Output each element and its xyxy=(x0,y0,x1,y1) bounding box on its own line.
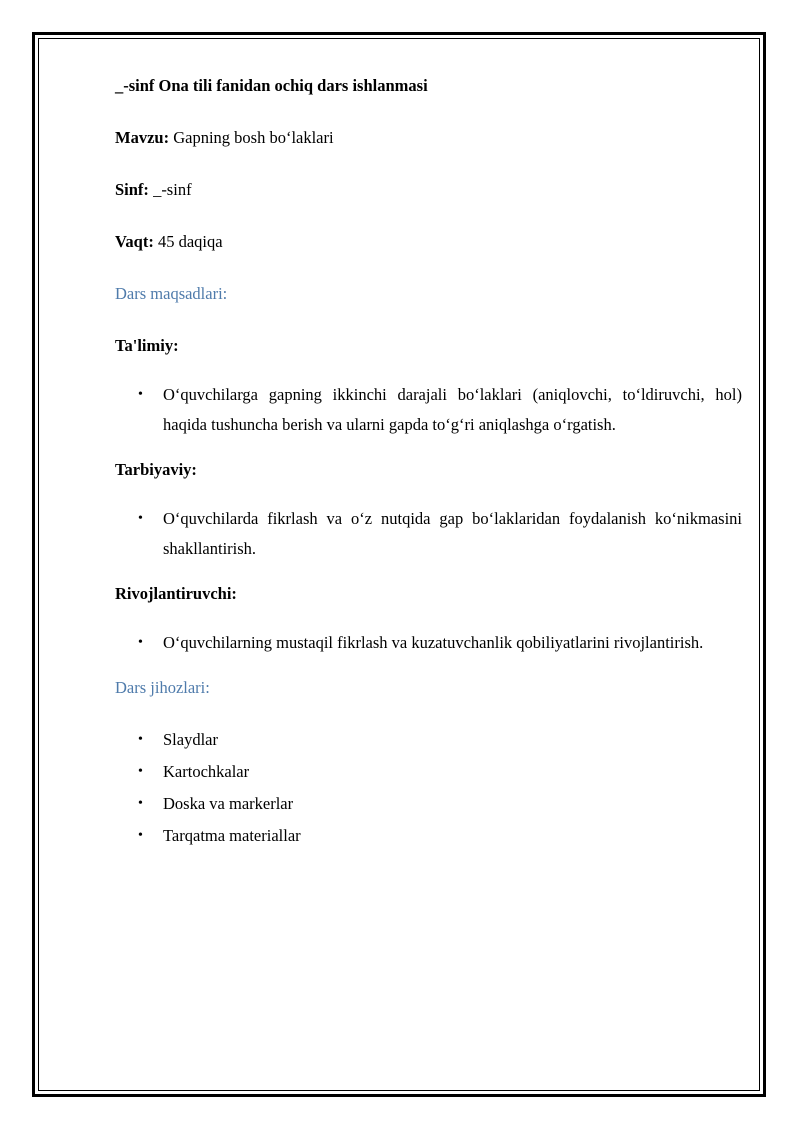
mavzu-label: Mavzu: xyxy=(115,128,170,147)
list-item: • Slaydlar xyxy=(115,728,742,752)
rivoj-label: Rivojlantiruvchi: xyxy=(115,584,237,603)
sinf-value: _-sinf xyxy=(148,180,192,199)
talimiy-text: O‘quvchilarga gapning ikkinchi darajali bo‘laklari (aniqlovchi, to‘ldiruvchi, hol) haqida tushuncha berish va ularni gapda to‘g‘ri aniqlashga o‘rgatish. xyxy=(163,385,742,434)
document-title: _-sinf Ona tili fanidan ochiq dars ishlanmasi xyxy=(115,76,428,95)
talimiy-label: Ta'limiy: xyxy=(115,336,179,355)
document-body xyxy=(115,74,742,856)
list-item: • Kartochkalar xyxy=(115,760,742,784)
list-item: • Doska va markerlar xyxy=(115,792,742,816)
vaqt-line xyxy=(115,230,742,254)
bullet-icon: • xyxy=(138,796,143,811)
list-item: • Tarqatma materiallar xyxy=(115,824,742,848)
rivoj-item xyxy=(115,628,742,658)
sinf-line xyxy=(115,178,742,202)
vaqt-value: 45 daqiqa xyxy=(153,232,223,251)
tarbiyaviy-item xyxy=(115,504,742,564)
mavzu-line xyxy=(115,126,742,150)
goals-heading: Dars maqsadlari: xyxy=(115,284,228,303)
talimiy-item xyxy=(115,380,742,440)
tarbiyaviy-text: O‘quvchilarda fikrlash va o‘z nutqida gap bo‘laklaridan foydalanish ko‘nikmasini shakllantirish. xyxy=(163,509,742,558)
bullet-icon: • xyxy=(138,635,143,650)
bullet-icon: • xyxy=(138,828,143,843)
bullet-icon: • xyxy=(138,511,143,526)
bullet-icon: • xyxy=(138,732,143,747)
bullet-icon: • xyxy=(138,764,143,779)
mavzu-value: Gapning bosh bo‘laklari xyxy=(169,128,334,147)
bullet-icon: • xyxy=(138,387,143,402)
vaqt-label: Vaqt: xyxy=(115,232,154,251)
equipment-heading: Dars jihozlari: xyxy=(115,678,210,697)
rivoj-text: O‘quvchilarning mustaqil fikrlash va kuzatuvchanlik qobiliyatlarini rivojlantirish. xyxy=(163,633,704,652)
sinf-label: Sinf: xyxy=(115,180,149,199)
equipment-list xyxy=(115,728,742,848)
tarbiyaviy-label: Tarbiyaviy: xyxy=(115,460,197,479)
